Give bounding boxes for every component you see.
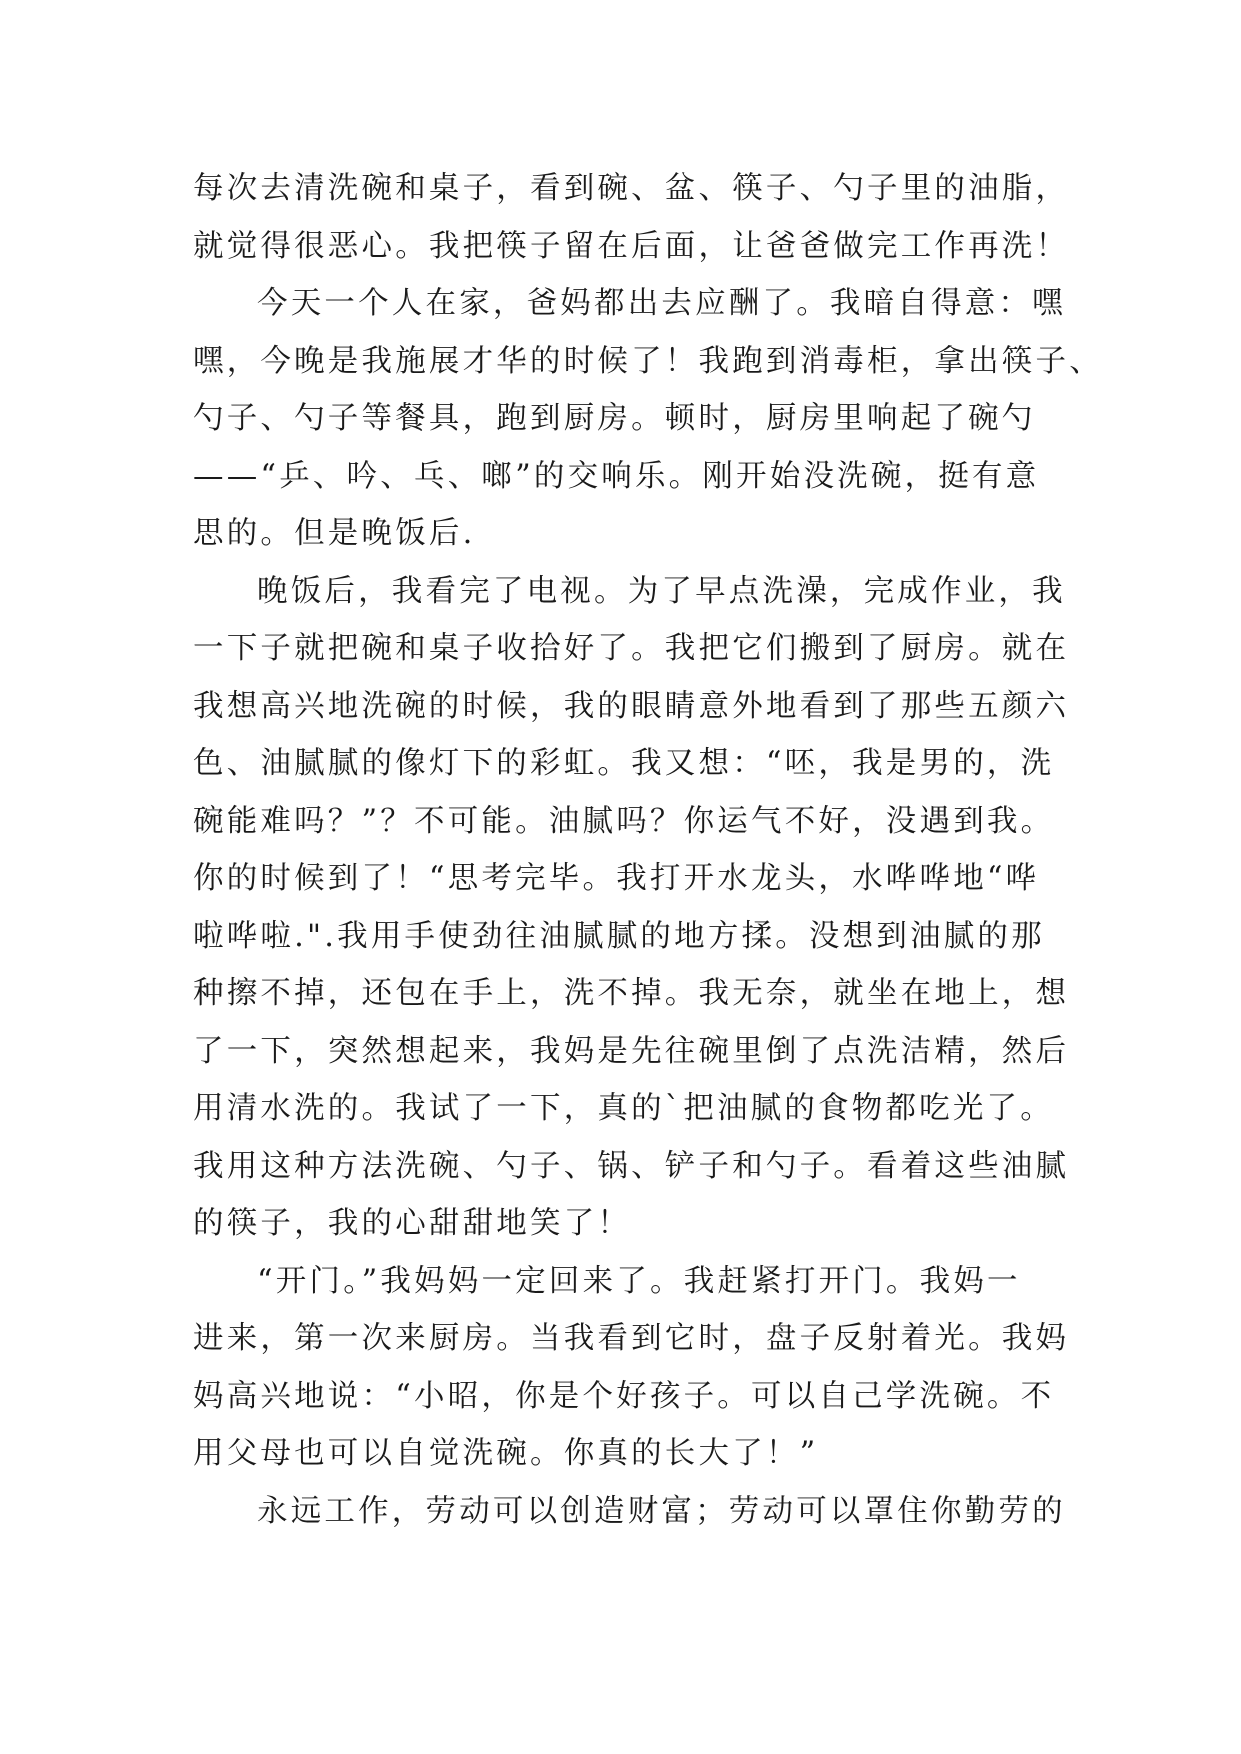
essay-body <box>193 160 1103 1540</box>
text-line: 嘿，今晚是我施展才华的时候了！我跑到消毒柜，拿出筷子、 <box>193 343 1103 379</box>
text-line: 色、油腻腻的像灯下的彩虹。我又想：“呸，我是男的，洗 <box>193 746 1055 781</box>
text-line: 了一下，突然想起来，我妈是先往碗里倒了点洗洁精，然后 <box>193 1033 1070 1069</box>
paragraph-first-line: “开门。”我妈妈一定回来了。我赶紧打开门。我妈一 <box>257 1263 1021 1299</box>
text-line: 就觉得很恶心。我把筷子留在后面，让爸爸做完工作再洗！ <box>193 228 1070 264</box>
text-line: 的筷子，我的心甜甜地笑了！ <box>193 1206 632 1241</box>
paragraph-first-line: 永远工作，劳动可以创造财富；劳动可以罩住你勤劳的 <box>257 1493 1066 1529</box>
text-line: 我用这种方法洗碗、勺子、锅、铲子和勺子。看着这些油腻 <box>193 1148 1070 1184</box>
paragraph-first-line: 晚饭后，我看完了电视。为了早点洗澡，完成作业，我 <box>257 573 1066 609</box>
text-line: 一下子就把碗和桌子收拾好了。我把它们搬到了厨房。就在 <box>193 631 1070 666</box>
paragraph-first-line: 今天一个人在家，爸妈都出去应酬了。我暗自得意：嘿 <box>257 286 1066 321</box>
text-line: 每次去清洗碗和桌子，看到碗、盆、筷子、勺子里的油脂， <box>193 171 1070 206</box>
text-line: 勺子、勺子等餐具，跑到厨房。顿时，厨房里响起了碗勺 <box>193 401 1036 436</box>
text-line: 你的时候到了！“思考完毕。我打开水龙头，水哗哗地“哗 <box>193 861 1040 896</box>
text-line: ——“乒、吟、乓、啷”的交响乐。刚开始没洗碗，挺有意 <box>193 458 1040 494</box>
text-line: 种擦不掉，还包在手上，洗不掉。我无奈，就坐在地上，想 <box>193 976 1070 1011</box>
text-line: 用清水洗的。我试了一下，真的`把油腻的食物都吃光了。 <box>193 1091 1054 1126</box>
text-line: 妈高兴地说：“小昭，你是个好孩子。可以自己学洗碗。不 <box>193 1378 1055 1414</box>
text-line: 用父母也可以自觉洗碗。你真的长大了！” <box>193 1436 819 1471</box>
text-line: 碗能难吗？”？不可能。油腻吗？你运气不好，没遇到我。 <box>193 803 1055 839</box>
text-line: 我想高兴地洗碗的时候，我的眼睛意外地看到了那些五颜六 <box>193 688 1070 724</box>
text-line: 思的。但是晚饭后. <box>193 516 476 551</box>
text-line: 进来，第一次来厨房。当我看到它时，盘子反射着光。我妈 <box>193 1321 1070 1356</box>
text-line: 啦哗啦.".我用手使劲往油腻腻的地方揉。没想到油腻的那 <box>193 918 1045 954</box>
